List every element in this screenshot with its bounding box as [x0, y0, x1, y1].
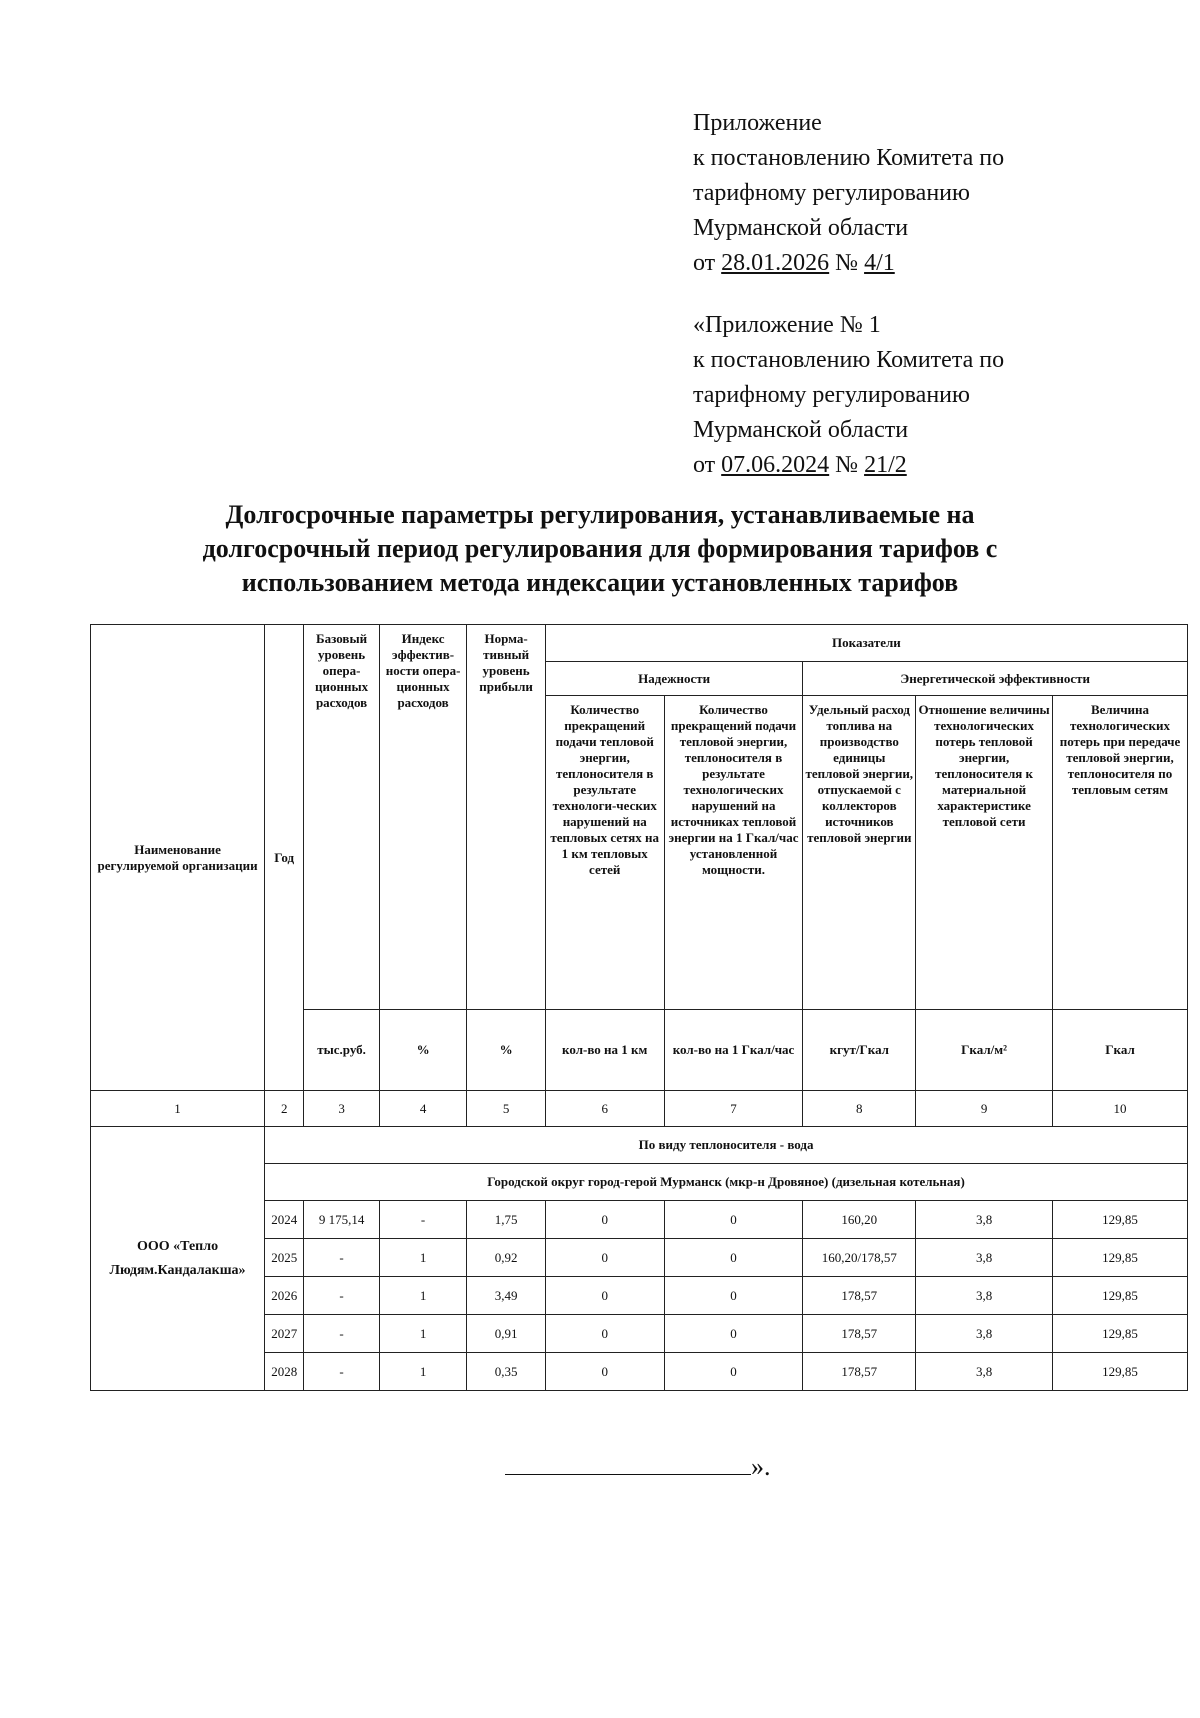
year-cell: 2028: [265, 1353, 304, 1391]
appendix-date-line: [693, 448, 1113, 483]
base-opex-cell: -: [304, 1315, 379, 1353]
date-prefix: от: [693, 452, 722, 478]
unit-col-3: тыс.руб.: [304, 1010, 379, 1091]
col7-cell: 0: [664, 1277, 803, 1315]
col9-cell: 3,8: [916, 1277, 1053, 1315]
header-col-10: Величина технологических потерь при передаче тепловой энергии, теплоносителя по тепловым сетям: [1053, 696, 1188, 1010]
column-number: 5: [467, 1091, 545, 1127]
base-opex-cell: -: [304, 1353, 379, 1391]
col6-cell: 0: [545, 1277, 664, 1315]
col6-cell: 0: [545, 1201, 664, 1239]
title-line: использованием метода индексации установленных тарифов: [241, 568, 959, 597]
header-reliability: Надежности: [545, 662, 803, 696]
signature-line: [505, 1452, 751, 1475]
number-prefix: №: [829, 250, 865, 276]
index-cell: 1: [379, 1239, 467, 1277]
base-opex-cell: -: [304, 1239, 379, 1277]
column-number: 3: [304, 1091, 379, 1127]
appendix-line: тарифному регулированию: [693, 382, 970, 408]
section-heat-carrier: По виду теплоносителя - вода: [265, 1127, 1188, 1164]
appendix-line: «Приложение № 1: [693, 312, 881, 338]
parameters-table: [90, 624, 1188, 1391]
header-indicators: Показатели: [545, 625, 1187, 662]
col6-cell: 0: [545, 1353, 664, 1391]
header-col-6: Количество прекращений подачи тепловой энергии, теплоносителя в результате технологи-ческих нарушений на тепловых сетях на 1 км тепловых сетей: [545, 696, 664, 1010]
appendix-line: Приложение: [693, 110, 822, 136]
column-number: 6: [545, 1091, 664, 1127]
year-cell: 2024: [265, 1201, 304, 1239]
year-cell: 2027: [265, 1315, 304, 1353]
closing-quote: ».: [751, 1452, 771, 1481]
document-title: [130, 498, 1070, 600]
col7-cell: 0: [664, 1353, 803, 1391]
header-energy-efficiency: Энергетической эффективности: [803, 662, 1188, 696]
previous-appendix-header: [693, 308, 1113, 483]
column-number: 1: [91, 1091, 265, 1127]
col9-cell: 3,8: [916, 1201, 1053, 1239]
unit-col-5: %: [467, 1010, 545, 1091]
date-prefix: от: [693, 250, 722, 276]
col8-cell: 160,20: [803, 1201, 916, 1239]
col6-cell: 0: [545, 1239, 664, 1277]
header-year: Год: [265, 625, 304, 1091]
col7-cell: 0: [664, 1201, 803, 1239]
appendix-line: к постановлению Комитета по: [693, 347, 1005, 373]
col8-cell: 160,20/178,57: [803, 1239, 916, 1277]
unit-col-7: кол-во на 1 Гкал/час: [664, 1010, 803, 1091]
section-location: Городской округ город-герой Мурманск (мкр-н Дровяное) (дизельная котельная): [265, 1164, 1188, 1201]
index-cell: 1: [379, 1315, 467, 1353]
closing-mark: [505, 1452, 785, 1482]
index-cell: -: [379, 1201, 467, 1239]
unit-col-6: кол-во на 1 км: [545, 1010, 664, 1091]
col9-cell: 3,8: [916, 1315, 1053, 1353]
appendix-number: 21/2: [864, 452, 907, 478]
profit-cell: 0,35: [467, 1353, 545, 1391]
column-number: 2: [265, 1091, 304, 1127]
year-cell: 2025: [265, 1239, 304, 1277]
title-line: долгосрочный период регулирования для формирования тарифов с: [202, 534, 998, 563]
appendix-number: 4/1: [864, 250, 895, 276]
profit-cell: 3,49: [467, 1277, 545, 1315]
column-number: 7: [664, 1091, 803, 1127]
col8-cell: 178,57: [803, 1353, 916, 1391]
col7-cell: 0: [664, 1239, 803, 1277]
unit-col-10: Гкал: [1053, 1010, 1188, 1091]
index-cell: 1: [379, 1277, 467, 1315]
base-opex-cell: -: [304, 1277, 379, 1315]
header-col-9: Отношение величины технологических потерь тепловой энергии, теплоносителя к материальной характеристике тепловой сети: [916, 696, 1053, 1010]
col10-cell: 129,85: [1053, 1353, 1188, 1391]
column-number: 9: [916, 1091, 1053, 1127]
header-profit-level: Норма-тивный уровень прибыли: [467, 625, 545, 1010]
col8-cell: 178,57: [803, 1315, 916, 1353]
col8-cell: 178,57: [803, 1277, 916, 1315]
unit-col-4: %: [379, 1010, 467, 1091]
unit-col-8: кгут/Гкал: [803, 1010, 916, 1091]
header-org-name: Наименование регулируемой организации: [91, 625, 265, 1091]
col6-cell: 0: [545, 1315, 664, 1353]
col10-cell: 129,85: [1053, 1277, 1188, 1315]
profit-cell: 1,75: [467, 1201, 545, 1239]
header-base-opex: Базовый уровень опера-ционных расходов: [304, 625, 379, 1010]
appendix-line: Мурманской области: [693, 215, 909, 241]
appendix-date-line: [693, 246, 1113, 281]
unit-col-9: Гкал/м²: [916, 1010, 1053, 1091]
col10-cell: 129,85: [1053, 1201, 1188, 1239]
column-number: 8: [803, 1091, 916, 1127]
col7-cell: 0: [664, 1315, 803, 1353]
year-cell: 2026: [265, 1277, 304, 1315]
profit-cell: 0,92: [467, 1239, 545, 1277]
col9-cell: 3,8: [916, 1239, 1053, 1277]
header-efficiency-index: Индекс эффектив-ности опера-ционных расходов: [379, 625, 467, 1010]
org-name-cell: ООО «Тепло Людям.Кандалакша»: [91, 1127, 265, 1391]
appendix-line: тарифному регулированию: [693, 180, 970, 206]
column-number: 10: [1053, 1091, 1188, 1127]
base-opex-cell: 9 175,14: [304, 1201, 379, 1239]
col10-cell: 129,85: [1053, 1239, 1188, 1277]
number-prefix: №: [829, 452, 865, 478]
col10-cell: 129,85: [1053, 1315, 1188, 1353]
appendix-date: 28.01.2026: [721, 250, 830, 276]
appendix-date: 07.06.2024: [721, 452, 830, 478]
profit-cell: 0,91: [467, 1315, 545, 1353]
header-col-7: Количество прекращений подачи тепловой энергии, теплоносителя в результате технологических нарушений на источниках тепловой энергии на 1 Гкал/час установленной мощности.: [664, 696, 803, 1010]
appendix-line: Мурманской области: [693, 417, 909, 443]
header-col-8: Удельный расход топлива на производство единицы тепловой энергии, отпускаемой с коллекторов источников тепловой энергии: [803, 696, 916, 1010]
appendix-line: к постановлению Комитета по: [693, 145, 1005, 171]
col9-cell: 3,8: [916, 1353, 1053, 1391]
title-line: Долгосрочные параметры регулирования, устанавливаемые на: [225, 500, 975, 529]
column-number: 4: [379, 1091, 467, 1127]
index-cell: 1: [379, 1353, 467, 1391]
appendix-header: [693, 106, 1113, 281]
